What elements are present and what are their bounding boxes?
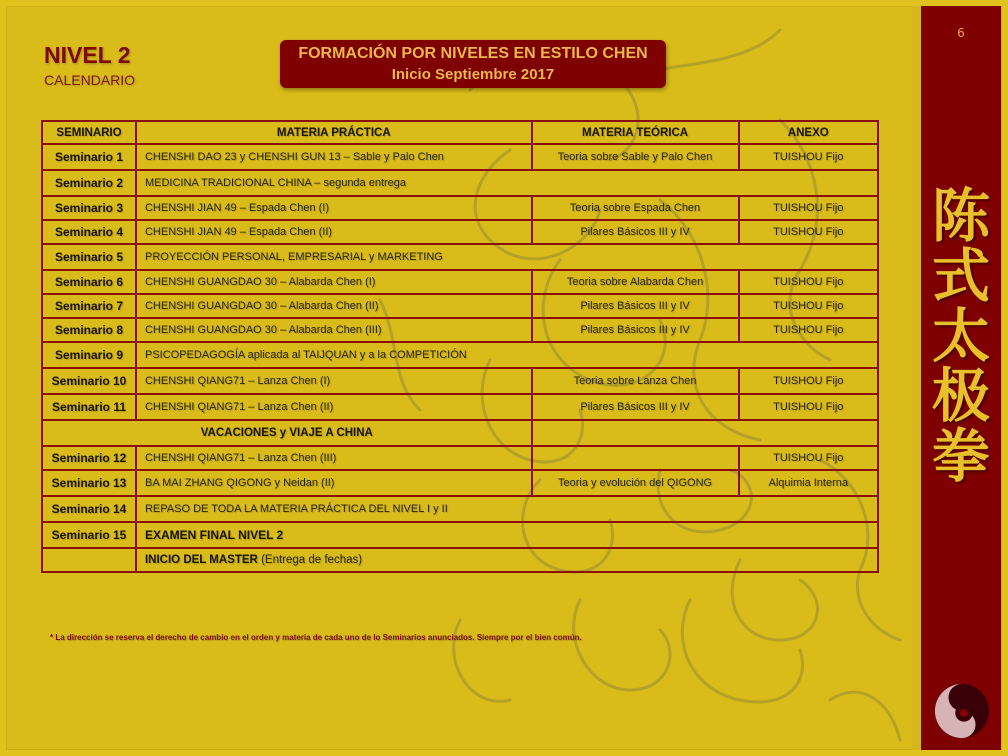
theory-subject: Pilares Básicos III y IV [532,318,739,342]
course-banner [280,40,666,88]
practical-subject: CHENSHI JIAN 49 – Espada Chen (II) [136,220,532,244]
theory-subject: Pilares Básicos III y IV [532,294,739,318]
chinese-char: 式 [931,242,990,310]
theory-subject: Teoria y evolución del QIGONG [532,470,739,496]
yin-yang-icon [933,682,991,740]
seminar-name: Seminario 15 [42,522,136,548]
page-number: 6 [957,26,965,40]
seminar-name: Seminario 6 [42,270,136,294]
table-row [42,144,878,170]
annex: TUISHOU Fijo [739,294,878,318]
table-row [42,368,878,394]
annex: TUISHOU Fijo [739,270,878,294]
seminar-name: Seminario 9 [42,342,136,368]
level-title: NIVEL 2 [44,42,131,68]
table-row [42,220,878,244]
theory-subject: Teoria sobre Alabarda Chen [532,270,739,294]
table-row [42,394,878,420]
header-materia-teorica: MATERIA TEÓRICA [532,121,739,144]
practical-subject: CHENSHI JIAN 49 – Espada Chen (I) [136,196,532,220]
practical-subject: MEDICINA TRADICIONAL CHINA – segunda entrega [136,170,878,196]
final-exam-label: EXAMEN FINAL NIVEL 2 [136,522,878,548]
seminar-name: Seminario 5 [42,244,136,270]
chinese-calligraphy-title [921,182,1001,490]
theory-subject: Pilares Básicos III y IV [532,394,739,420]
table-row [42,244,878,270]
seminar-name: Seminario 11 [42,394,136,420]
chinese-char: 太 [931,302,990,370]
annex: Alquimia Interna [739,470,878,496]
theory-subject: Teoria sobre Lanza Chen [532,368,739,394]
banner-title: FORMACIÓN POR NIVELES EN ESTILO CHEN [298,45,648,62]
seminar-name: Seminario 13 [42,470,136,496]
table-row [42,318,878,342]
divider-strip [912,6,921,750]
table-row [42,470,878,496]
seminar-name: Seminario 12 [42,446,136,470]
seminar-name: Seminario 14 [42,496,136,522]
vacation-break-row [42,420,878,446]
seminar-schedule-table [41,120,879,573]
table-row [42,270,878,294]
table-row [42,496,878,522]
table-row [42,196,878,220]
banner-subtitle: Inicio Septiembre 2017 [391,66,555,83]
chinese-char: 拳 [931,422,990,490]
seminar-name: Seminario 4 [42,220,136,244]
practical-subject: PROYECCIÓN PERSONAL, EMPRESARIAL y MARKETING [136,244,878,270]
table-row [42,522,878,548]
vacation-break-label: VACACIONES y VIAJE A CHINA [42,420,532,446]
table-row [42,446,878,470]
practical-subject: CHENSHI QIANG71 – Lanza Chen (I) [136,368,532,394]
footnote: * La dirección se reserva el derecho de cambio en el orden y materia de cada uno de lo Seminarios anunciados. Siempre por el bien común. [50,633,582,642]
practical-subject: CHENSHI GUANGDAO 30 – Alabarda Chen (II) [136,294,532,318]
annex: TUISHOU Fijo [739,196,878,220]
annex: TUISHOU Fijo [739,318,878,342]
practical-subject: REPASO DE TODA LA MATERIA PRÁCTICA DEL NIVEL I y II [136,496,878,522]
seminar-name: Seminario 2 [42,170,136,196]
empty-cell [42,548,136,572]
table-row [42,170,878,196]
seminar-name: Seminario 8 [42,318,136,342]
table-row [42,342,878,368]
practical-subject: CHENSHI GUANGDAO 30 – Alabarda Chen (III) [136,318,532,342]
master-start-detail: (Entrega de fechas) [257,554,363,566]
seminar-name: Seminario 3 [42,196,136,220]
practical-subject: CHENSHI DAO 23 y CHENSHI GUN 13 – Sable y Palo Chen [136,144,532,170]
annex: TUISHOU Fijo [739,394,878,420]
theory-subject: Teoria sobre Espada Chen [532,196,739,220]
table-row [42,548,878,572]
header-materia-practica: MATERIA PRÁCTICA [136,121,532,144]
master-start-note [136,548,878,572]
chinese-char: 陈 [931,182,990,250]
annex: TUISHOU Fijo [739,220,878,244]
practical-subject: PSICOPEDAGOGÍA aplicada al TAIJQUAN y a la COMPETICIÓN [136,342,878,368]
annex: TUISHOU Fijo [739,144,878,170]
seminar-name: Seminario 7 [42,294,136,318]
empty-cell [532,420,878,446]
theory-subject: Teoria sobre Sable y Palo Chen [532,144,739,170]
header-anexo: ANEXO [739,121,878,144]
theory-subject [532,446,739,470]
theory-subject: Pilares Básicos III y IV [532,220,739,244]
level-subtitle: CALENDARIO [44,72,136,88]
practical-subject: CHENSHI QIANG71 – Lanza Chen (III) [136,446,532,470]
chinese-char: 极 [931,362,990,430]
master-start-label: INICIO DEL MASTER [144,554,258,566]
seminar-name: Seminario 1 [42,144,136,170]
seminar-name: Seminario 10 [42,368,136,394]
annex: TUISHOU Fijo [739,446,878,470]
practical-subject: CHENSHI QIANG71 – Lanza Chen (II) [136,394,532,420]
header-seminario: SEMINARIO [42,121,136,144]
sidebar-panel [921,6,1001,750]
practical-subject: BA MAI ZHANG QIGONG y Neidan (II) [136,470,532,496]
table-header-row [42,121,878,144]
table-row [42,294,878,318]
annex: TUISHOU Fijo [739,368,878,394]
practical-subject: CHENSHI GUANGDAO 30 – Alabarda Chen (I) [136,270,532,294]
